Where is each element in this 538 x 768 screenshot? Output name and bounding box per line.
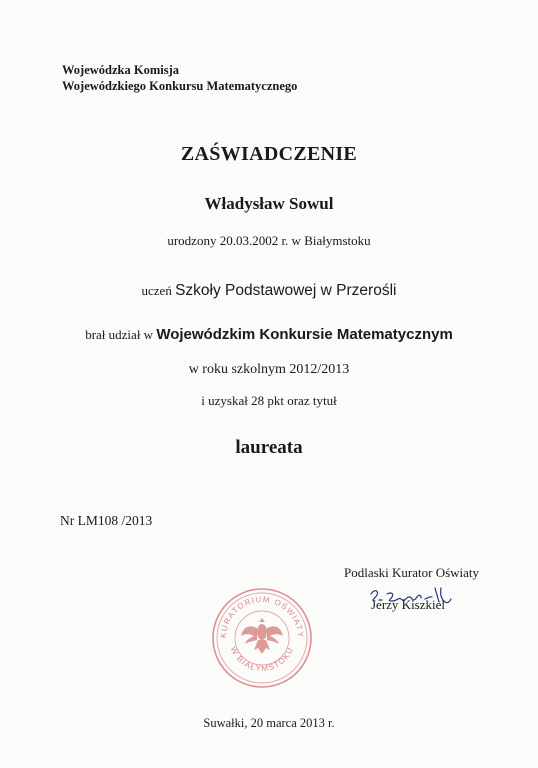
award-title: laureata <box>235 437 303 458</box>
signatory-office: Podlaski Kurator Oświaty <box>344 565 480 580</box>
birth-line: urodzony 20.03.2002 r. w Białymstoku <box>167 233 371 248</box>
school-prefix: uczeń <box>141 283 172 298</box>
points-line: i uzyskał 28 pkt oraz tytuł <box>201 393 337 408</box>
issuer-block <box>62 62 297 94</box>
issuer-line-1: Wojewódzka Komisja <box>62 63 180 77</box>
contest-prefix: brał udział w <box>85 327 154 342</box>
seal-text-top: KURATORIUM OŚWIATY <box>218 594 306 639</box>
signatory-name: Jerzy Kiszkiel <box>371 597 446 612</box>
seal-text-bottom: W BIAŁYMSTOKU <box>228 645 296 674</box>
school-line <box>0 282 538 300</box>
school-name: Szkoły Podstawowej w Przerośli <box>175 282 397 299</box>
document-title: ZAŚWIADCZENIE <box>180 143 358 165</box>
eagle-emblem-icon <box>241 618 283 654</box>
certificate-number: Nr LM108 /2013 <box>60 513 153 528</box>
contest-line <box>0 326 538 343</box>
issuer-line-2: Wojewódzkiego Konkursu Matematycznego <box>62 79 298 93</box>
place-and-date: Suwałki, 20 marca 2013 r. <box>203 716 335 730</box>
school-year-line: w roku szkolnym 2012/2013 <box>188 362 350 377</box>
recipient-name: Władysław Sowul <box>204 194 334 213</box>
official-seal <box>210 586 314 690</box>
contest-name: Wojewódzkim Konkursie Matematycznym <box>156 326 453 343</box>
